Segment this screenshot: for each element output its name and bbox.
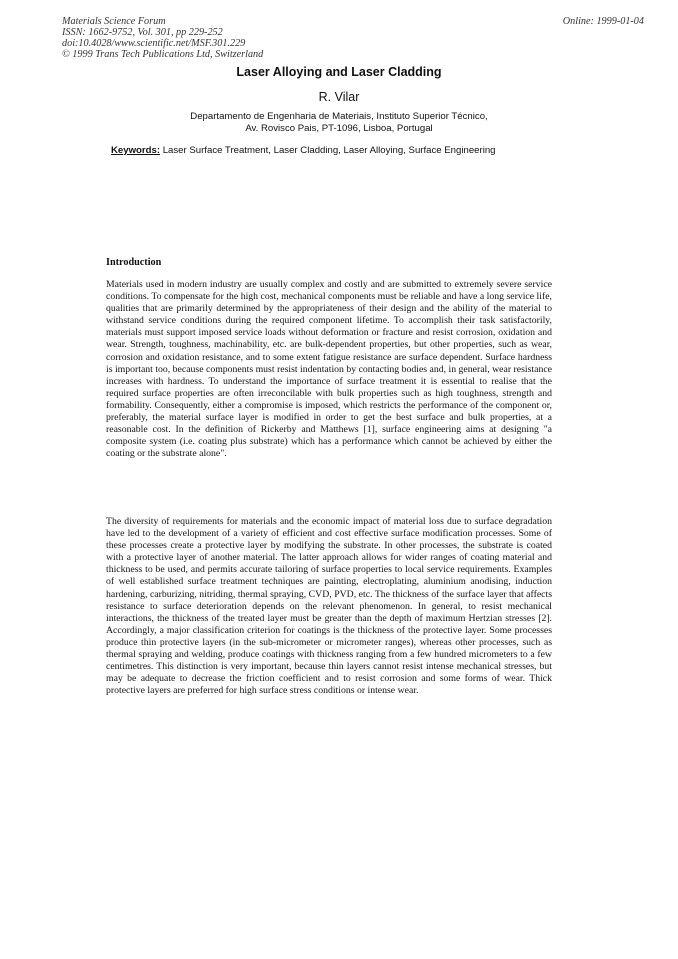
affiliation-line-1: Departamento de Engenharia de Materiais, Instituto Superior Técnico, (190, 111, 488, 122)
journal-name: Materials Science Forum (62, 16, 166, 27)
section-heading-introduction: Introduction (106, 257, 162, 268)
body-paragraph-2: The diversity of requirements for materials and the economic impact of material loss due to surface degradation have led to the development of a variety of efficient and cost effective surface modification processes. Some of these processes create a protective layer by modifying the substrate. In other processes, the substrate is coated with a protective layer of another material. The latter approach allows for wider ranges of coating material and thickness to be used, and permits accurate tailoring of surface properties to local service requirements. Examples of well established surface treatment techniques are painting, electroplating, aluminium anodising, induction hardening, carburizing, nitriding, thermal spraying, CVD, PVD, etc. The thickness of the surface layer that affects resistance to surface deterioration depends on the relevant phenomenon. In general, to resist mechanical interactions, the thickness of the treated layer must be greater than the depth of maximum Hertzian stresses [2]. Accordingly, a major classification criterion for coatings is the thickness of the protective layer. Some processes produce thin protective layers (in the sub-micrometer or micrometer ranges), whereas other processes, such as thermal spraying and welding, produce coatings with thickness ranging from a few hundred micrometers to a few centimetres. This distinction is very important, because thin layers cannot resist intense mechanical stresses, but may be adequate to decrease the friction coefficient and to resist corrosion and some forms of wear. Thick protective layers are preferred for high surface stress conditions or intense wear. (106, 516, 552, 697)
paper-title: Laser Alloying and Laser Cladding (236, 65, 442, 79)
issn-volume-pages: ISSN: 1662-9752, Vol. 301, pp 229-252 (62, 27, 223, 38)
keywords-list: Laser Surface Treatment, Laser Cladding, Laser Alloying, Surface Engineering (162, 145, 496, 156)
online-date: Online: 1999-01-04 (562, 16, 644, 27)
copyright-notice: © 1999 Trans Tech Publications Ltd, Switzerland (62, 49, 264, 60)
doi-link[interactable]: doi:10.4028/www.scientific.net/MSF.301.229 (62, 38, 246, 49)
body-paragraph-1: Materials used in modern industry are usually complex and costly and are submitted to extremely severe service conditions. To compensate for the high cost, mechanical components must be reliable and have a long service life, qualities that are primarily determined by the appropriateness of their design and the ability of the material to withstand service conditions during the required component lifetime. To accomplish their task satisfactorily, materials must support imposed service loads without deformation or fracture and resist corrosion, oxidation and wear. Strength, toughness, machinability, etc. are bulk-dependent properties, but other properties, such as wear, corrosion and oxidation resistance, and to some extent fatigue resistance are surface dependent. Surface hardness is important too, because components must resist indentation by contacting bodies and, in general, wear resistance increases with hardness. To understand the importance of surface treatment it is essential to realise that the required surface properties are often irreconcilable with bulk properties such as high toughness, strength and formability. Consequently, either a compromise is imposed, which restricts the performance of the component or, preferably, the material surface layer is modified in order to get the best surface and bulk properties, at a reasonable cost. In the definition of Rickerby and Matthews [1], surface engineering aims at designing "a composite system (i.e. coating plus substrate) which has a performance which cannot be achieved by either the coating or the substrate alone". (106, 279, 552, 460)
affiliation-line-2: Av. Rovisco Pais, PT-1096, Lisboa, Portugal (245, 123, 433, 134)
keywords-line (111, 145, 496, 156)
publication-metadata (62, 16, 263, 60)
author-name: R. Vilar (318, 90, 360, 104)
affiliation (0, 111, 678, 135)
keywords-label: Keywords: (111, 145, 161, 156)
